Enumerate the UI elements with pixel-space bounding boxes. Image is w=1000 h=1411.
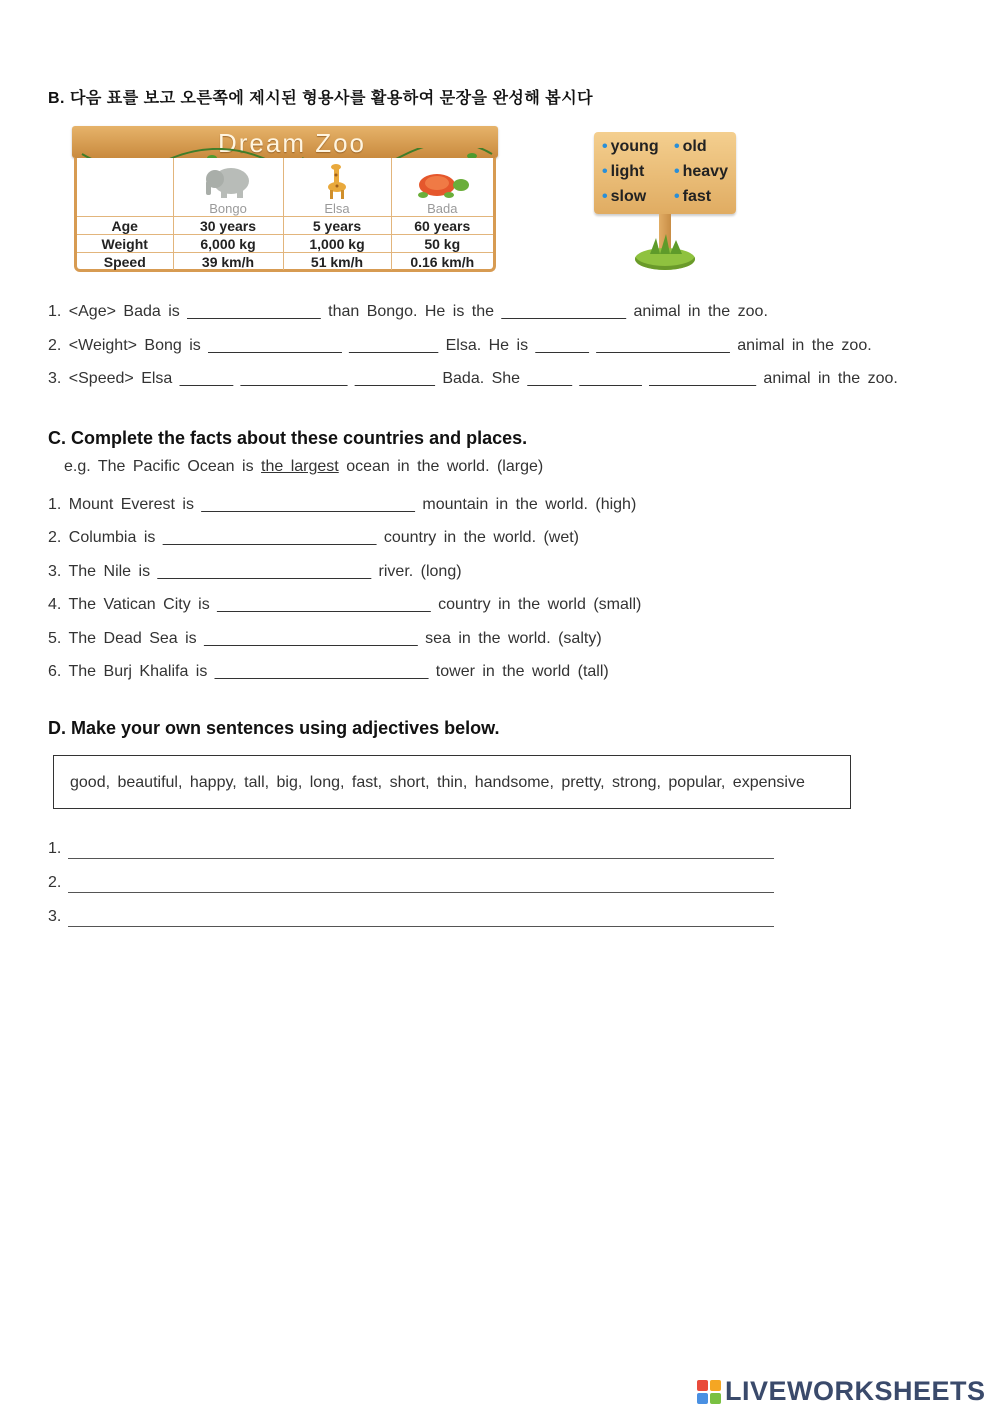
- table-cell: 50 kg: [391, 235, 493, 253]
- sign-word: • young: [602, 138, 659, 155]
- section-c-item-6: 6. The Burj Khalifa is ________________________ tower in the world (tall): [48, 663, 609, 680]
- signpost-board: [594, 132, 736, 214]
- liveworksheets-logo-icon: [697, 1380, 721, 1404]
- animal-elsa-cell: [283, 158, 391, 217]
- zoo-row-weight: [77, 235, 493, 253]
- animal-name-elsa: Elsa: [324, 201, 350, 216]
- answer-line-2[interactable]: [48, 874, 808, 896]
- writing-rule: [68, 858, 774, 859]
- line-number: 2.: [48, 874, 62, 891]
- table-cell: 30 years: [173, 217, 283, 235]
- animal-bongo-cell: [173, 158, 283, 217]
- animal-name-bongo: Bongo: [209, 201, 247, 216]
- watermark-text: LIVEWORKSHEETS: [725, 1376, 986, 1406]
- giraffe-icon: [322, 163, 352, 199]
- example-answer: the largest: [261, 458, 339, 475]
- sign-word: • heavy: [674, 163, 728, 180]
- section-c-item-1: 1. Mount Everest is ________________________ mountain in the world. (high): [48, 496, 637, 513]
- section-c-heading: C. Complete the facts about these countries and places.: [48, 428, 528, 448]
- table-cell: 51 km/h: [283, 253, 391, 271]
- animal-name-bada: Bada: [427, 201, 458, 216]
- row-label: Age: [77, 217, 173, 235]
- writing-rule: [68, 926, 774, 927]
- table-cell: 60 years: [391, 217, 493, 235]
- zoo-stats-grid: [77, 158, 493, 270]
- zoo-title: Dream Zoo: [217, 128, 367, 158]
- sign-word: • slow: [602, 188, 647, 205]
- example-suffix: ocean in the world. (large): [346, 458, 544, 475]
- row-label: Weight: [77, 235, 173, 253]
- table-cell: 0.16 km/h: [391, 253, 493, 271]
- zoo-row-speed: [77, 253, 493, 271]
- section-b-heading: B. 다음 표를 보고 오른쪽에 제시된 형용사를 활용하여 문장을 완성해 봅시다: [48, 90, 594, 107]
- adjective-signpost: [590, 130, 740, 275]
- section-b-item-2: 2. <Weight> Bong is _______________ __________ Elsa. He is ______ _______________ animal in the zoo.: [48, 337, 872, 354]
- table-cell: 39 km/h: [173, 253, 283, 271]
- table-cell: 1,000 kg: [283, 235, 391, 253]
- turtle-icon: [411, 169, 473, 199]
- answer-line-3[interactable]: [48, 908, 808, 930]
- section-b-item-3: 3. <Speed> Elsa ______ ____________ _________ Bada. She _____ _______ ____________ animal in the zoo.: [48, 370, 898, 387]
- zoo-row-age: [77, 217, 493, 235]
- section-b-item-1: 1. <Age> Bada is _______________ than Bongo. He is the ______________ animal in the zoo.: [48, 303, 768, 320]
- row-label: Speed: [77, 253, 173, 271]
- sign-word: • light: [602, 163, 645, 180]
- zoo-stats-frame: [74, 158, 496, 272]
- table-cell: 6,000 kg: [173, 235, 283, 253]
- sign-word: • fast: [674, 188, 712, 205]
- line-number: 3.: [48, 908, 62, 925]
- section-c-example: [64, 458, 543, 476]
- dream-zoo-table: [72, 126, 498, 274]
- writing-rule: [68, 892, 774, 893]
- elephant-icon: [203, 165, 253, 199]
- section-c-item-4: 4. The Vatican City is ________________________ country in the world (small): [48, 596, 642, 613]
- line-number: 1.: [48, 840, 62, 857]
- animal-bada-cell: [391, 158, 493, 217]
- section-c-item-5: 5. The Dead Sea is ________________________ sea in the world. (salty): [48, 630, 602, 647]
- grass-icon: [648, 234, 684, 254]
- adjective-box: good, beautiful, happy, tall, big, long, fast, short, thin, handsome, pretty, strong, popular, expensive: [53, 755, 851, 809]
- section-c-item-3: 3. The Nile is ________________________ river. (long): [48, 563, 462, 580]
- sign-word: • old: [674, 138, 707, 155]
- example-prefix: e.g. The Pacific Ocean is: [64, 458, 254, 475]
- table-cell: 5 years: [283, 217, 391, 235]
- answer-line-1[interactable]: [48, 840, 808, 862]
- section-c-item-2: 2. Columbia is ________________________ country in the world. (wet): [48, 529, 580, 546]
- section-d-heading: D. Make your own sentences using adjectives below.: [48, 718, 500, 738]
